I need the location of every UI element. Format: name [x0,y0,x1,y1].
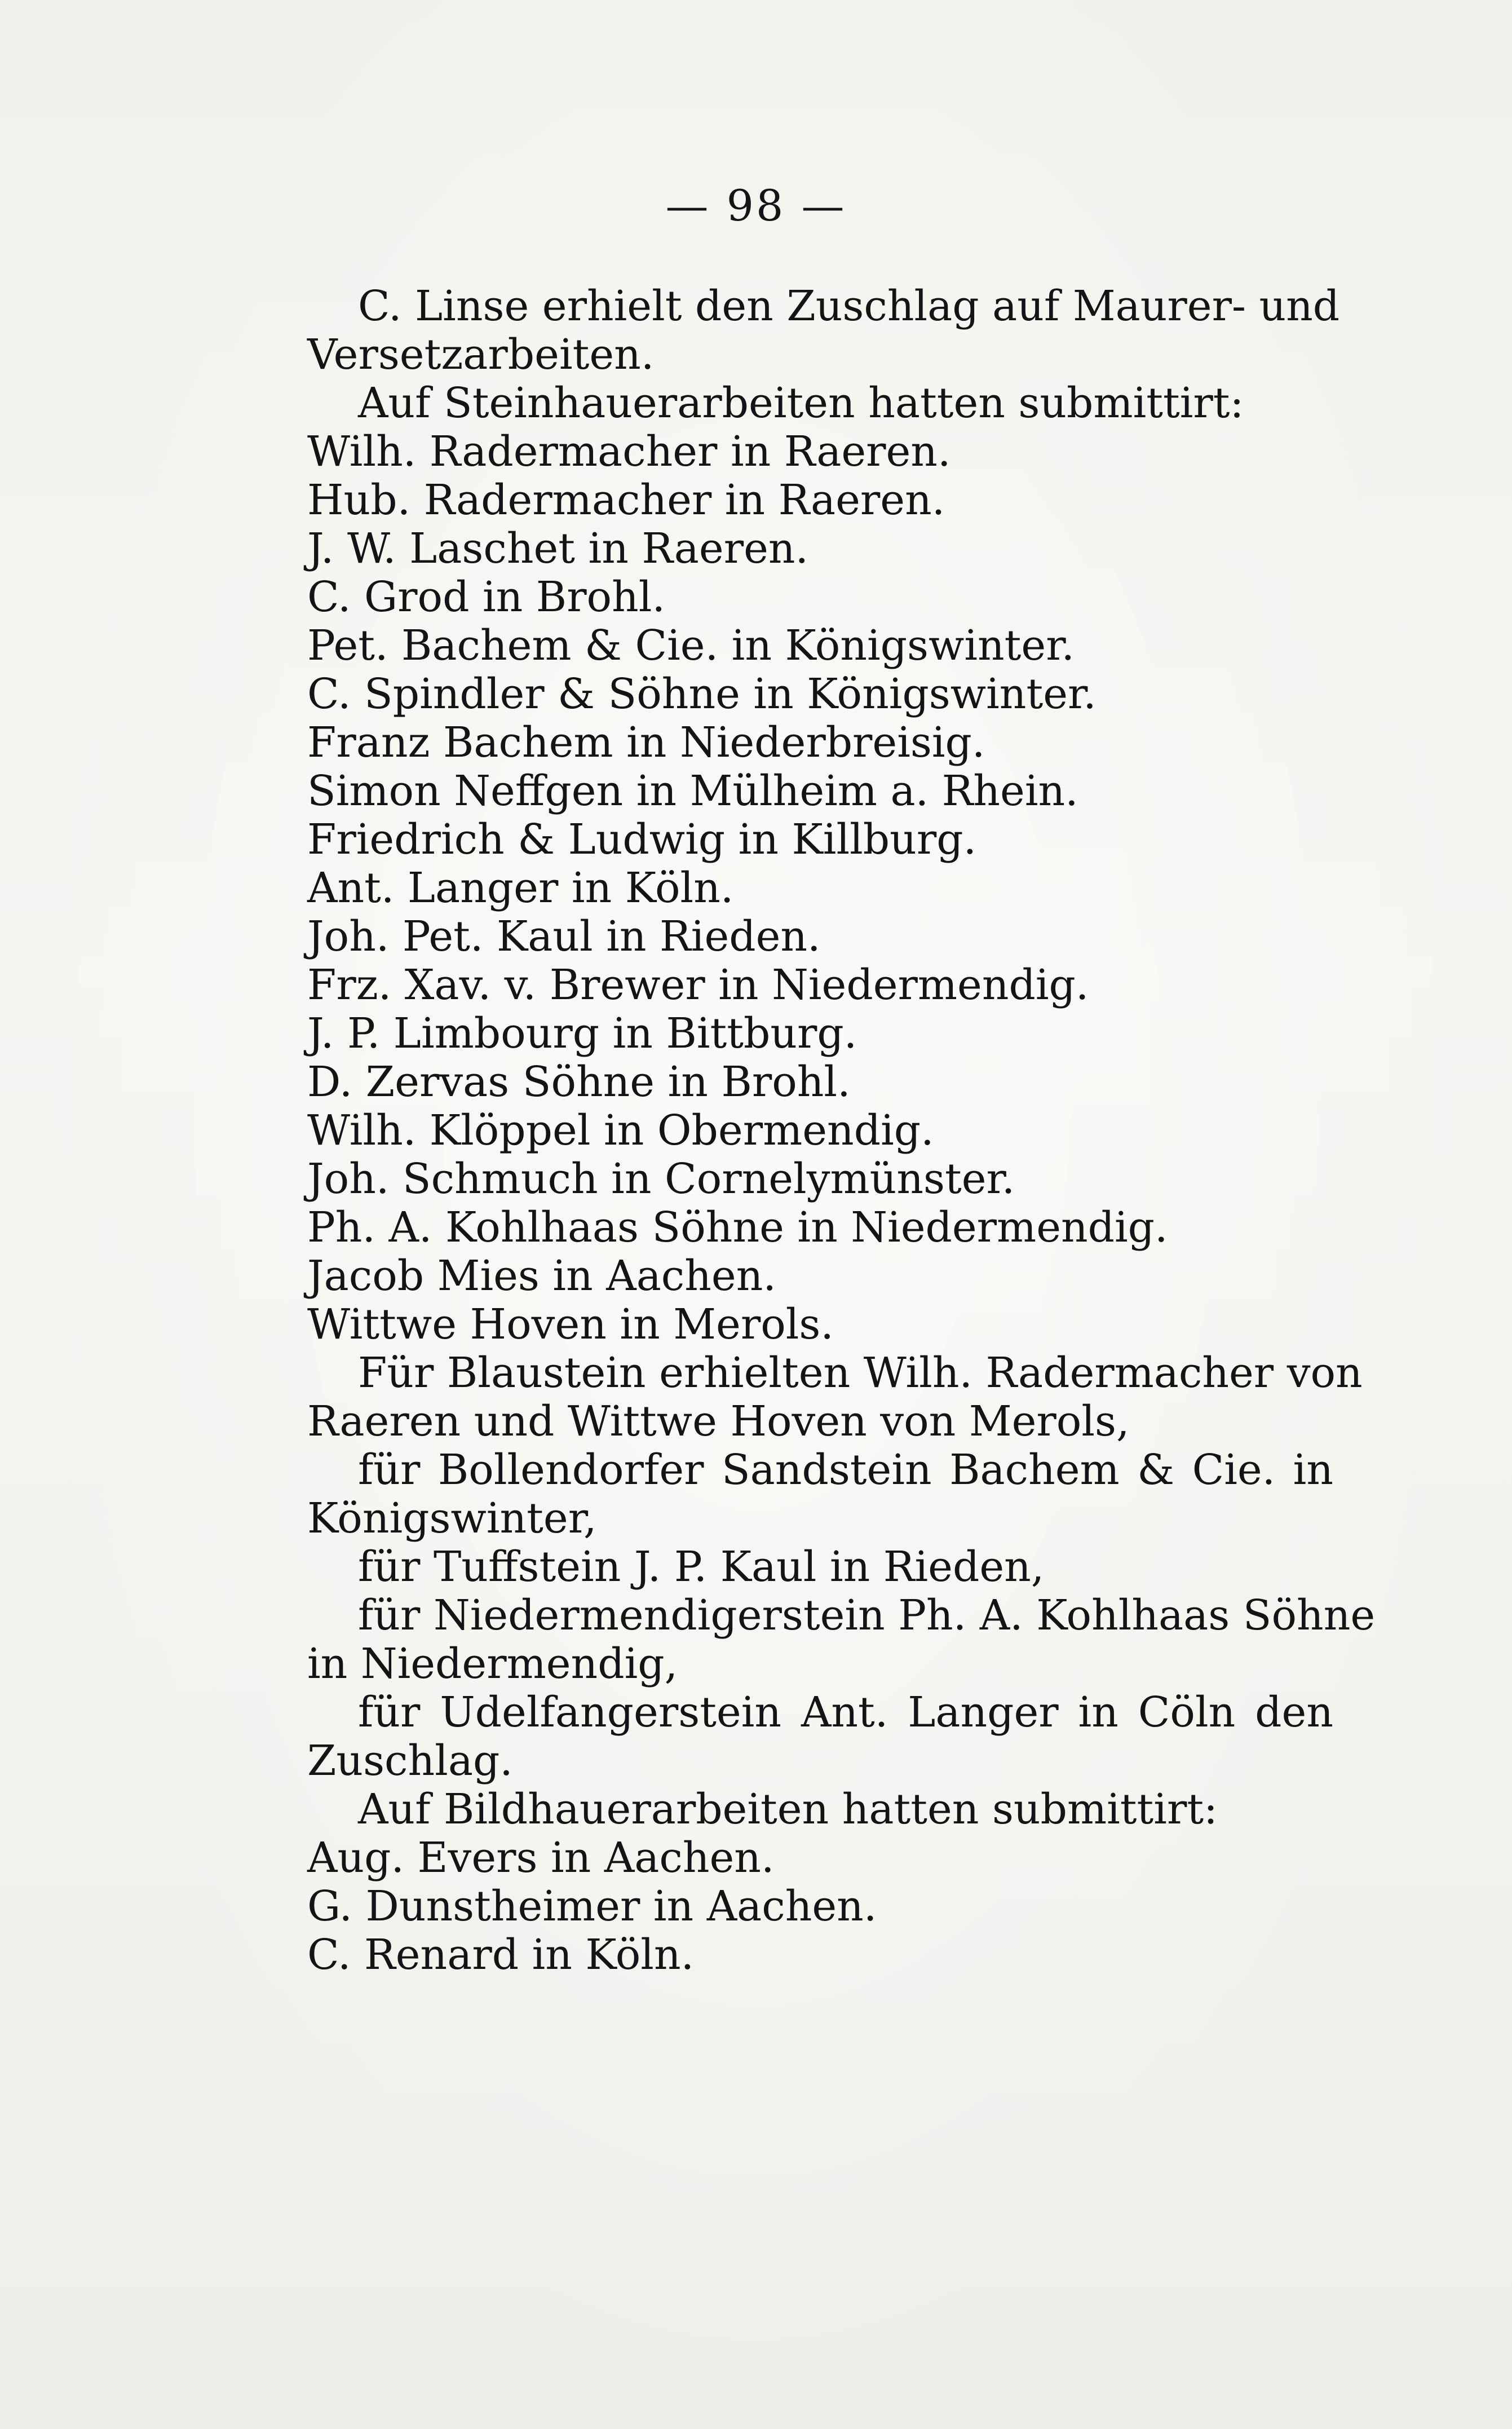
text-line: G. Dunstheimer in Aachen. [307,1882,877,1931]
text-line: Joh. Schmuch in Cornelymünster. [307,1155,1015,1203]
text-line: in Niedermendig, [307,1640,678,1688]
page-number: — 98 — [665,180,847,231]
text-line: Ant. Langer in Köln. [307,864,734,912]
text-line: Ph. A. Kohlhaas Söhne in Niedermendig. [307,1203,1168,1252]
text-line: Frz. Xav. v. Brewer in Niedermendig. [307,961,1089,1009]
text-line: Wilh. Klöppel in Obermendig. [307,1106,934,1155]
text-line: Zuschlag. [307,1737,513,1785]
text-line: Versetzarbeiten. [307,330,655,379]
text-line: Wittwe Hoven in Merols. [307,1300,834,1349]
text-line: Hub. Radermacher in Raeren. [307,476,945,524]
text-line: für Udelfangerstein Ant. Langer in Cöln den [358,1688,1333,1737]
text-line: Königswinter, [307,1494,597,1543]
text-line: D. Zervas Söhne in Brohl. [307,1058,851,1106]
text-line: Auf Steinhauerarbeiten hatten submittirt: [358,379,1244,427]
text-line: Auf Bildhauerarbeiten hatten submittirt: [358,1785,1218,1834]
text-line: Joh. Pet. Kaul in Rieden. [307,912,821,961]
text-line: Friedrich & Ludwig in Killburg. [307,815,977,864]
body-text [307,282,1376,1979]
text-line: J. P. Limbourg in Bittburg. [307,1009,857,1058]
text-line: C. Renard in Köln. [307,1931,695,1979]
text-line: Raeren und Wittwe Hoven von Merols, [307,1397,1130,1446]
text-line: C. Linse erhielt den Zuschlag auf Maurer- und [358,282,1340,330]
text-line: Wilh. Radermacher in Raeren. [307,427,951,476]
text-line: Jacob Mies in Aachen. [307,1252,776,1300]
text-line: Aug. Evers in Aachen. [307,1834,775,1882]
text-line: J. W. Laschet in Raeren. [307,524,809,573]
text-line: für Niedermendigerstein Ph. A. Kohlhaas Söhne [358,1591,1376,1640]
text-line: C. Spindler & Söhne in Königswinter. [307,670,1097,718]
text-line: Pet. Bachem & Cie. in Königswinter. [307,621,1075,670]
text-line: C. Grod in Brohl. [307,573,665,621]
text-line: Simon Neffgen in Mülheim a. Rhein. [307,767,1078,815]
text-line: Franz Bachem in Niederbreisig. [307,718,985,767]
text-line: für Tuffstein J. P. Kaul in Rieden, [358,1543,1045,1591]
text-line: Für Blaustein erhielten Wilh. Radermacher von [358,1349,1363,1397]
text-line: für Bollendorfer Sandstein Bachem & Cie. in [358,1446,1333,1494]
